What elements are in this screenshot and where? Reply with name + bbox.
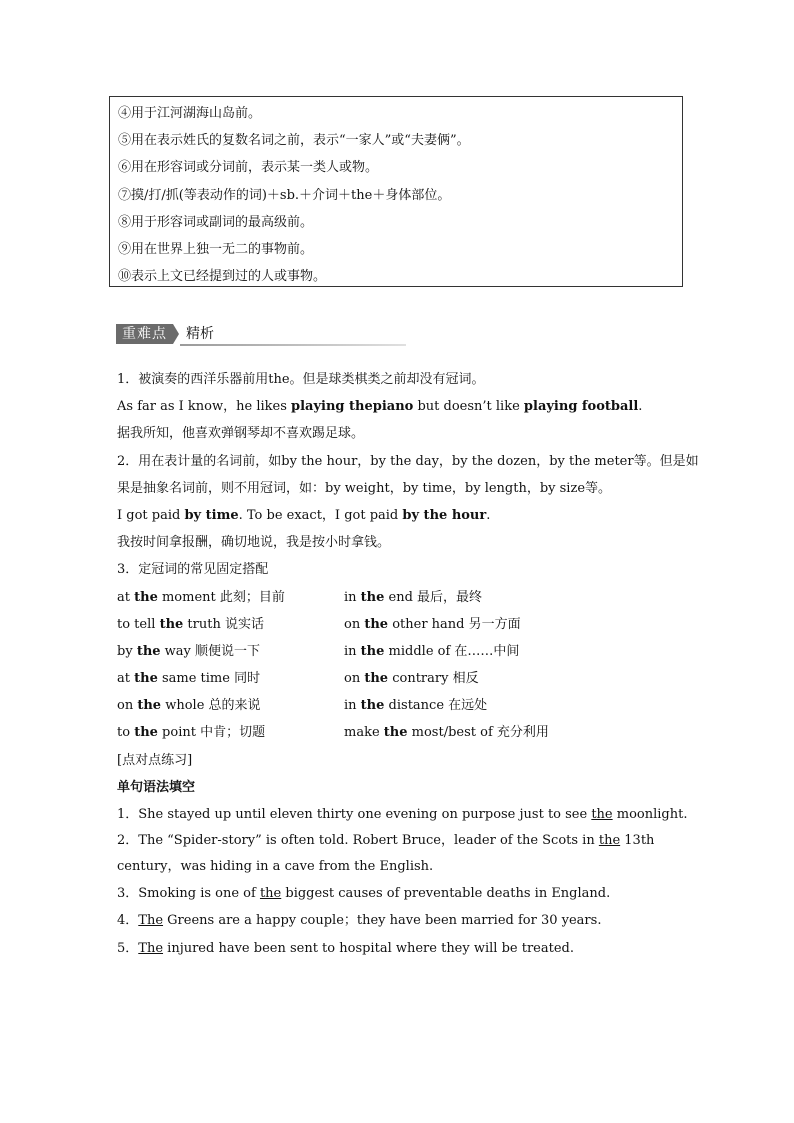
rule-line: ⑦摸/打/抓(等表动作的词)＋sb.＋介词＋the＋身体部位。: [118, 187, 451, 203]
rule-line: ⑥用在形容词或分词前，表示某一类人或物。: [118, 160, 379, 176]
phrase-row: [117, 665, 682, 692]
example-text: but doesn’t like: [413, 399, 524, 415]
phrase-left: on the whole 总的来说: [117, 698, 261, 714]
phrase-right: in the distance 在远处: [344, 698, 488, 714]
exercise-item: 5．The injured have been sent to hospital where they will be treated.: [117, 940, 574, 956]
example-text: . To be exact，I got paid: [238, 507, 403, 523]
phrase-right: on the contrary 相反: [344, 671, 479, 687]
phrase-row: [117, 719, 682, 746]
phrase-right: in the end 最后，最终: [344, 589, 483, 605]
point2-line: 果是抽象名词前，则不用冠词，如：by weight，by time，by length，by size等。: [117, 480, 612, 496]
answer-blank: the: [591, 807, 613, 822]
practice-heading: 单句语法填空: [117, 779, 196, 795]
point2-translation: 我按时间拿报酬，确切地说，我是按小时拿钱。: [117, 535, 391, 551]
example-bold: piano: [372, 399, 414, 415]
section-underline: [180, 344, 406, 346]
example-text: I got paid: [117, 507, 185, 523]
phrase-left: at the moment 此刻；目前: [117, 589, 285, 605]
phrase-right: make the most/best of 充分利用: [344, 725, 549, 741]
phrase-row: [117, 611, 682, 638]
example-text: .: [486, 507, 491, 523]
example-bold: by time: [184, 507, 239, 523]
phrase-left: to tell the truth 说实话: [117, 616, 264, 632]
phrase-row: [117, 692, 682, 719]
example-bold: playing football: [523, 399, 639, 415]
phrase-right: on the other hand 另一方面: [344, 616, 521, 632]
answer-blank: the: [259, 886, 282, 902]
rule-line: ⑤用在表示姓氏的复数名词之前，表示“一家人”或“夫妻俩”。: [118, 133, 470, 149]
answer-blank: The: [138, 940, 164, 956]
phrase-right: in the middle of 在……中间: [344, 643, 520, 659]
phrase-row: [117, 638, 682, 665]
example-bold: by the hour: [402, 507, 487, 523]
rule-line: ⑩表示上文已经提到过的人或事物。: [118, 269, 327, 285]
section-heading: [116, 322, 406, 346]
section-tag: 重难点: [116, 324, 173, 344]
main-content: [117, 366, 699, 962]
section-title: 精析: [186, 326, 214, 342]
phrase-left: to the point 中肯；切题: [117, 725, 266, 741]
phrase-left: by the way 顺便说一下: [117, 643, 261, 659]
point1-heading: 1．被演奏的西洋乐器前用the。但是球类棋类之前却没有冠词。: [117, 372, 485, 387]
phrase-left: at the same time 同时: [117, 671, 261, 687]
example-text: .: [638, 399, 643, 415]
rule-line: ⑨用在世界上独一无二的事物前。: [118, 242, 314, 258]
rule-line: ⑧用于形容词或副词的最高级前。: [118, 214, 314, 230]
answer-blank: The: [138, 913, 164, 929]
exercise-item: 3．Smoking is one of the biggest causes of preventable deaths in England.: [117, 886, 611, 902]
point1-example: [117, 393, 682, 420]
rules-box: [109, 96, 683, 287]
practice-bracket: [点对点练习]: [117, 752, 193, 768]
point3-heading: 3．定冠词的常见固定搭配: [117, 562, 269, 578]
rule-line: ④用于江河湖海山岛前。: [118, 106, 262, 121]
point2-example: [117, 502, 682, 529]
example-text: As far as I know，he likes: [117, 399, 292, 415]
example-bold: playing the: [291, 399, 373, 415]
answer-blank: the: [598, 833, 621, 849]
exercise-item: 2．The “Spider-story” is often told. Robert Bruce，leader of the Scots in the 13th century，was hiding in a cave from the English.: [117, 833, 655, 875]
phrase-row: [117, 584, 682, 611]
point1-translation: 据我所知，他喜欢弹钢琴却不喜欢踢足球。: [117, 426, 365, 442]
exercise-item: 4．The Greens are a happy couple；they have been married for 30 years.: [117, 913, 602, 929]
exercise-item: 1．She stayed up until eleven thirty one evening on purpose just to see the moonlight.: [117, 807, 688, 822]
point2-line: 2．用在表计量的名词前，如by the hour，by the day，by the dozen，by the meter等。但是如: [117, 453, 699, 469]
